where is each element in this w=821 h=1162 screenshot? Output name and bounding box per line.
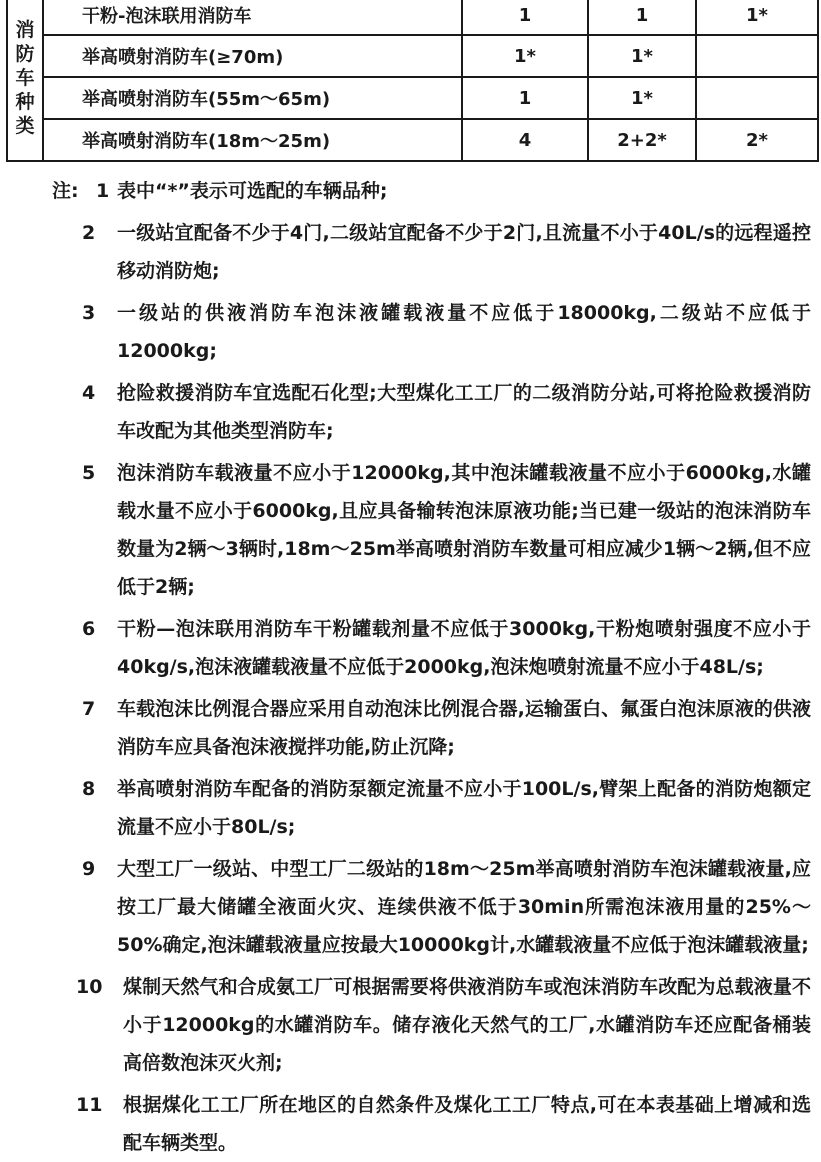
table-row [7,0,818,35]
note-text: 干粉—泡沫联用消防车干粉罐载剂量不应低于3000kg,干粉炮喷射强度不应小于40kg/s,泡沫液罐载液量不应低于2000kg,泡沫炮喷射流量不应小于48L/s; [117,618,811,678]
note-item [0,610,821,686]
note-item [0,690,821,766]
count-cell: 2* [696,119,818,161]
note-text: 一级站宜配备不少于4门,二级站宜配备不少于2门,且流量不小于40L/s的远程遥控移动消防炮; [117,222,811,282]
note-item [0,294,821,370]
note-item [0,454,821,606]
category-label-cell [7,0,43,161]
note-text: 举高喷射消防车配备的消防泵额定流量不应小于100L/s,臂架上配备的消防炮额定流量不应小于80L/s; [117,778,811,838]
count-cell [696,77,818,119]
vehicle-name-cell: 举高喷射消防车(55m～65m) [43,77,462,119]
note-item [0,770,821,846]
category-char: 种 [15,91,35,113]
note-number: 6 [82,618,96,640]
note-item [0,214,821,290]
category-char: 车 [15,67,35,89]
note-number: 3 [82,302,96,324]
note-number: 2 [82,222,96,244]
count-cell: 2+2* [588,119,696,161]
note-text: 抢险救援消防车宜选配石化型;大型煤化工工厂的二级消防分站,可将抢险救援消防车改配为其他类型消防车; [117,382,811,442]
table-row [7,35,818,77]
note-text: 煤制天然气和合成氨工厂可根据需要将供液消防车或泡沫消防车改配为总载液量不小于12000kg的水罐消防车。储存液化天然气的工厂,水罐消防车还应配备桶装高倍数泡沫灭火剂; [123,976,811,1074]
note-number: 10 [76,976,103,998]
note-number: 8 [82,778,96,800]
category-char: 类 [15,115,35,137]
note-item [0,968,821,1082]
note-item [0,850,821,964]
note-text: 车载泡沫比例混合器应采用自动泡沫比例混合器,运输蛋白、氟蛋白泡沫原液的供液消防车应具备泡沫液搅拌功能,防止沉降; [117,698,811,758]
count-cell [696,35,818,77]
note-item [0,172,821,210]
note-number: 11 [76,1094,103,1116]
count-cell: 1 [588,0,696,35]
count-cell: 1* [462,35,588,77]
note-number: 5 [82,462,96,484]
count-cell: 1* [588,35,696,77]
vehicle-name-cell: 干粉-泡沫联用消防车 [43,0,462,35]
note-text: 表中“*”表示可选配的车辆品种; [117,180,388,202]
count-cell: 4 [462,119,588,161]
note-number: 4 [82,382,96,404]
table-row [7,119,818,161]
note-number: 9 [82,858,96,880]
count-cell: 1 [462,77,588,119]
category-char: 消 [15,19,35,41]
note-text: 一级站的供液消防车泡沫液罐载液量不应低于18000kg,二级站不应低于12000kg; [117,302,811,362]
note-item [0,374,821,450]
note-text: 根据煤化工工厂所在地区的自然条件及煤化工工厂特点,可在本表基础上增减和选配车辆类型。 [123,1094,811,1154]
vehicle-name-cell: 举高喷射消防车(18m～25m) [43,119,462,161]
note-number: 7 [82,698,96,720]
notes-section [0,172,821,1162]
note-item [0,1086,821,1162]
note-text: 大型工厂一级站、中型工厂二级站的18m～25m举高喷射消防车泡沫罐载液量,应按工厂最大储罐全液面火灾、连续供液不低于30min所需泡沫液用量的25%～50%确定,泡沫罐载液量应按最大10000kg计,水罐载液量不应低于泡沫罐载液量; [117,858,811,956]
count-cell: 1* [588,77,696,119]
category-char: 防 [15,43,35,65]
note-text: 泡沫消防车载液量不应小于12000kg,其中泡沫罐载液量不应小于6000kg,水罐载水量不应小于6000kg,且应具备输转泡沫原液功能;当已建一级站的泡沫消防车数量为2辆～3辆时,18m～25m举高喷射消防车数量可相应减少1辆～2辆,但不应低于2辆; [117,462,811,598]
count-cell: 1 [462,0,588,35]
vehicle-name-cell: 举高喷射消防车(≥70m) [43,35,462,77]
notes-prefix: 注: [52,180,79,202]
count-cell: 1* [696,0,818,35]
note-number: 1 [96,180,110,202]
table-row [7,77,818,119]
fire-vehicle-table [6,0,819,162]
